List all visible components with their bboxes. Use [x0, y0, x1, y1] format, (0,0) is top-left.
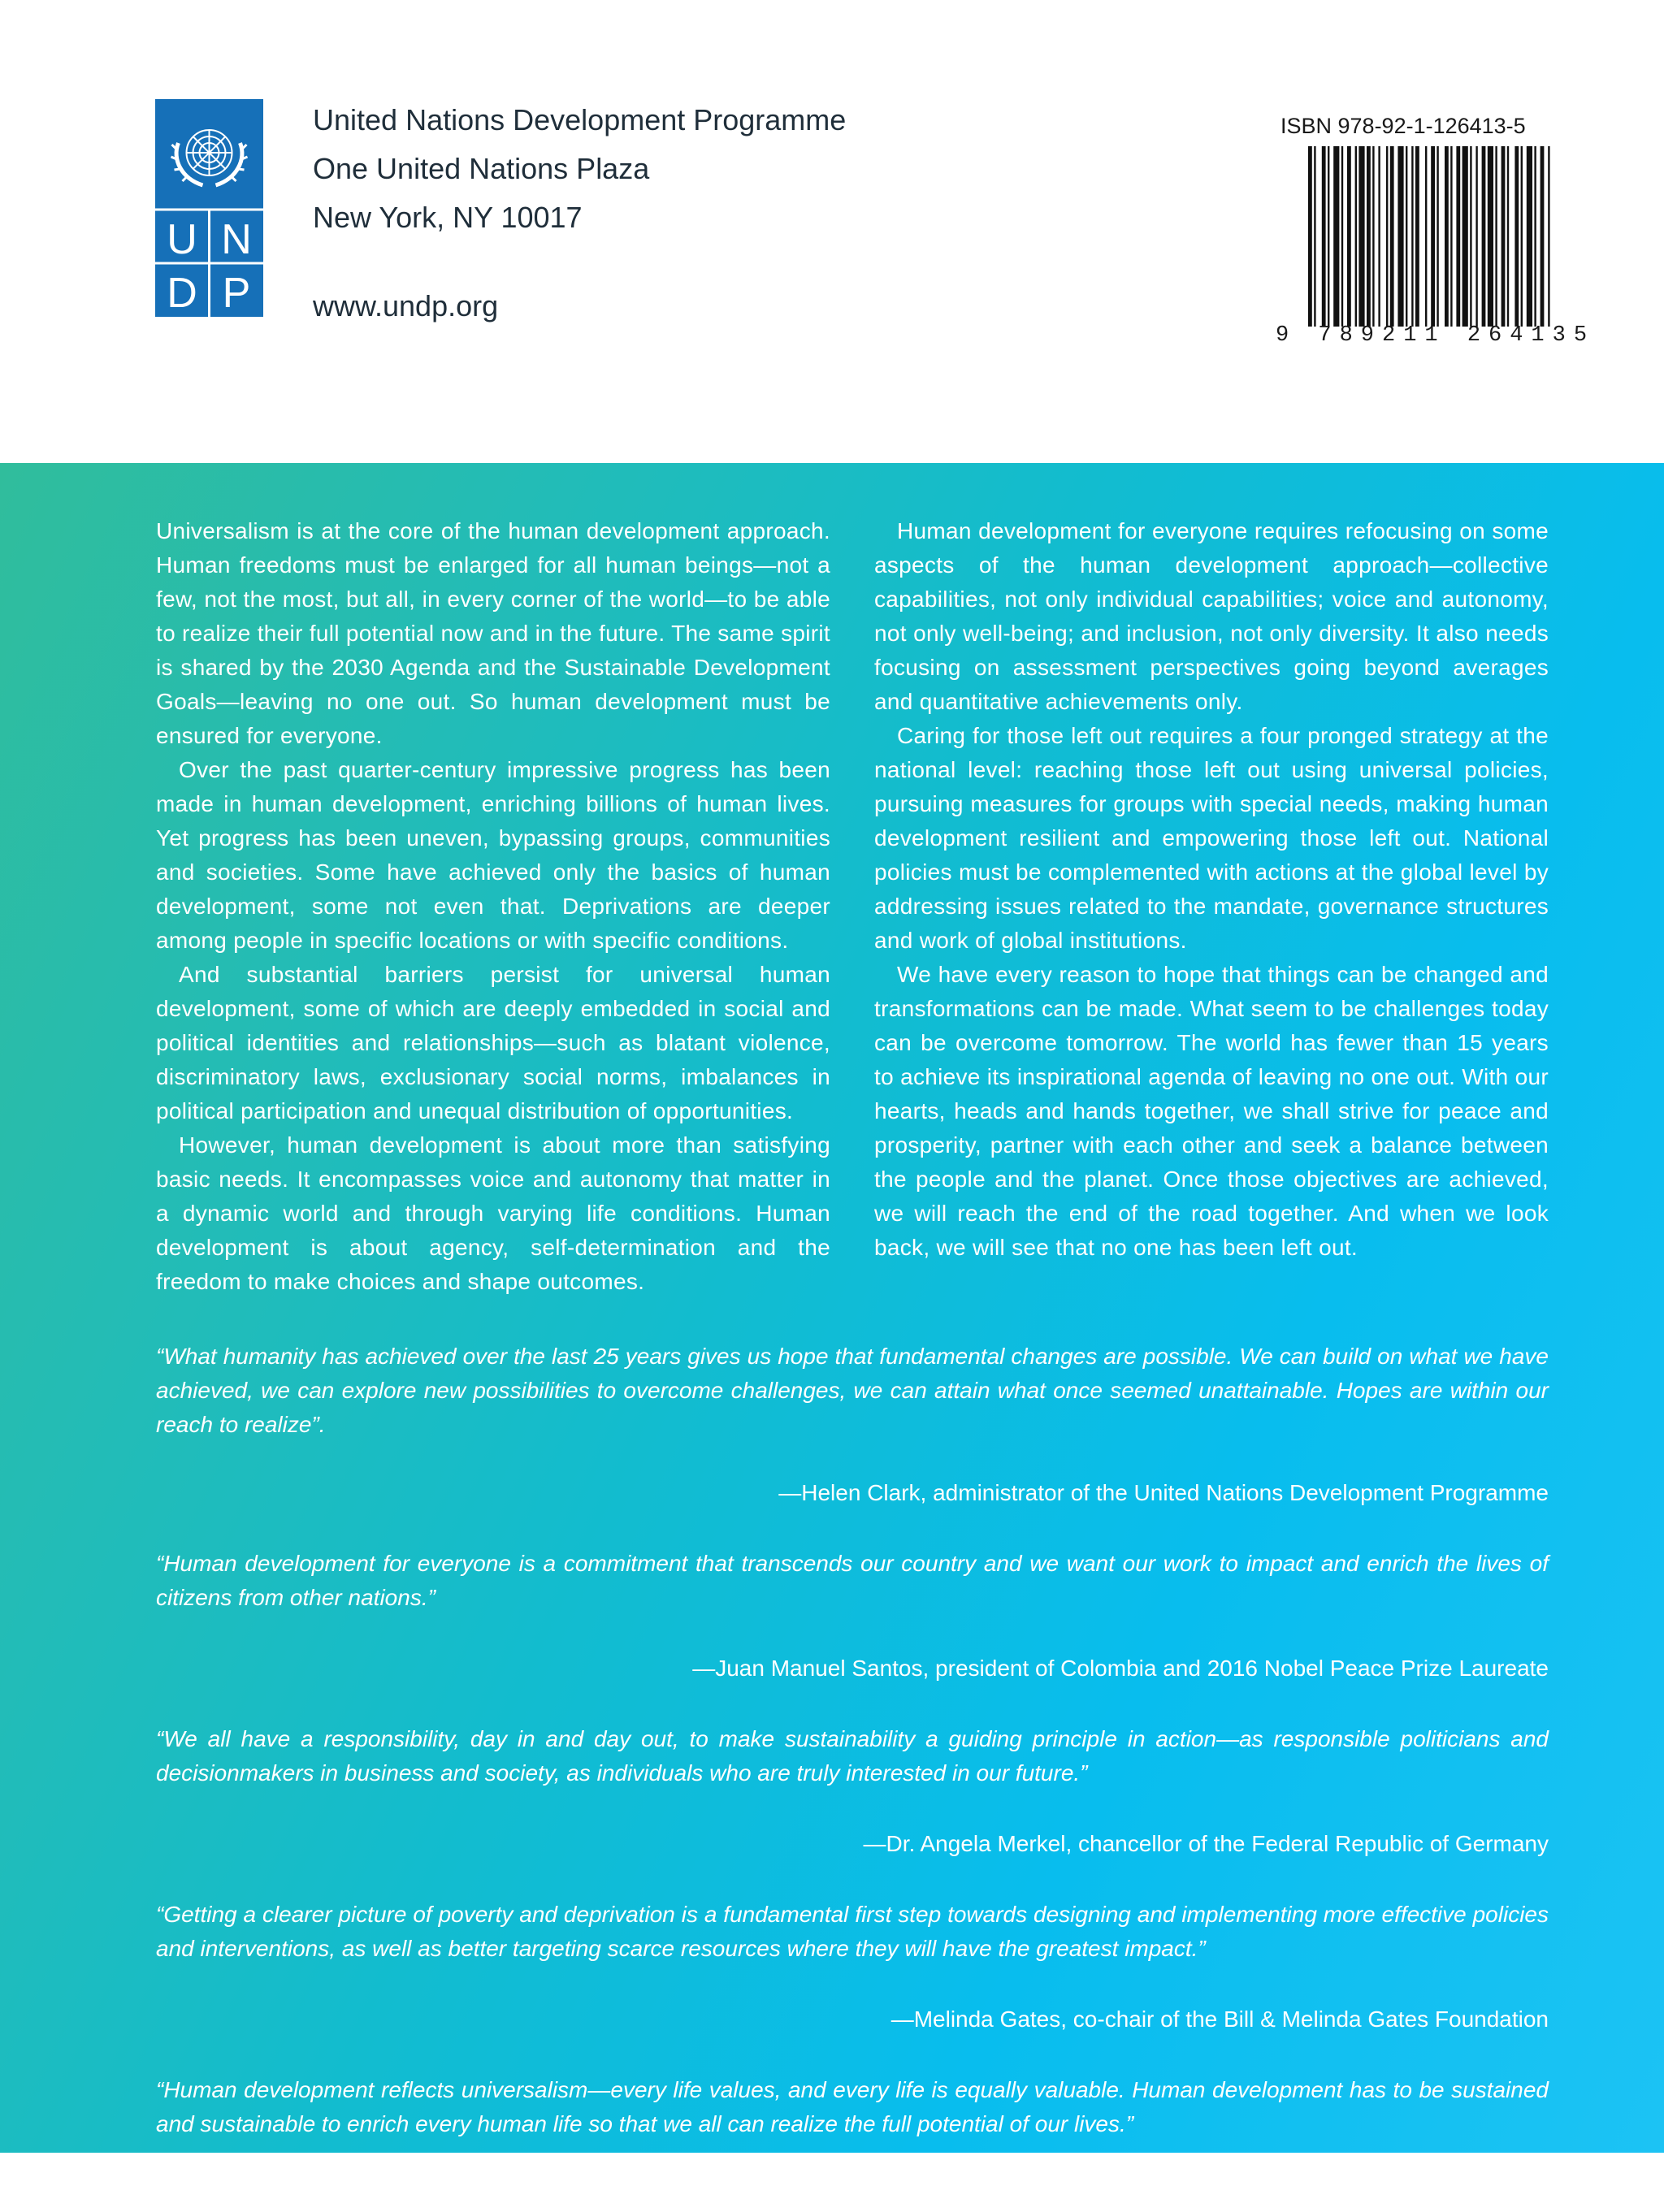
barcode-digits: 9 789211 264135: [1276, 323, 1596, 348]
barcode-bar: [1367, 146, 1371, 327]
quote-attribution: —Dr. Angela Merkel, chancellor of the Federal Republic of Germany: [863, 1831, 1549, 1856]
barcode-bar: [1398, 146, 1403, 327]
svg-text:U: U: [167, 216, 197, 263]
barcode-bar: [1372, 146, 1374, 327]
quote-attribution: —Juan Manuel Santos, president of Colombia and 2016 Nobel Peace Prize Laureate: [692, 1656, 1549, 1681]
barcode-bar: [1341, 146, 1343, 327]
svg-text:N: N: [221, 216, 252, 263]
barcode-bar: [1462, 146, 1468, 327]
barcode-bar: [1314, 146, 1315, 327]
barcode-bar: [1378, 146, 1380, 327]
barcode-bar: [1534, 146, 1536, 327]
body-paragraph: And substantial barriers persist for universal human development, some of which are deeply embedded in social and political identities and relationships—such as blatant violence, discriminatory laws, exclusionary social norms, imbalances in political participation and unequal distribution of opportunities.: [156, 962, 830, 1123]
address-line: One United Nations Plaza: [313, 152, 650, 185]
barcode-bar: [1415, 146, 1419, 327]
isbn-label: ISBN 978-92-1-126413-5: [1280, 114, 1526, 138]
body-column-right: [874, 514, 1549, 1265]
quotes-section: [156, 1340, 1549, 2212]
barcode-bar: [1548, 146, 1549, 327]
barcode-bar: [1322, 146, 1326, 327]
barcode-bar: [1411, 146, 1413, 327]
barcode-bar: [1476, 146, 1477, 327]
quote-attribution: —Helen Clark, administrator of the United Nations Development Programme: [778, 1480, 1549, 1505]
barcode-bar: [1527, 146, 1532, 327]
barcode-bar: [1482, 146, 1486, 327]
address-line: United Nations Development Programme: [313, 103, 847, 136]
barcode-bar: [1328, 146, 1329, 327]
barcode-bar: [1502, 146, 1506, 327]
body-column-left: [156, 514, 830, 1299]
barcode-bar: [1347, 146, 1351, 327]
body-paragraph: Universalism is at the core of the human development approach. Human freedoms must be enlarged for all human beings—not a few, not the most, but all, in every corner of the world—to be able to realize their full potential now and in the future. The same spirit is shared by the 2030 Agenda and the Sustainable Development Goals—leaving no one out. So human development must be ensured for everyone.: [156, 518, 830, 748]
barcode-bar: [1425, 146, 1427, 327]
undp-logo: [155, 99, 263, 317]
quote-text: “Human development for everyone is a commitment that transcends our country and we want our work to impact and enrich the lives of citizens from other nations.”: [156, 1551, 1549, 1610]
body-paragraph: However, human development is about more than satisfying basic needs. It encompasses voice and autonomy that matter in a dynamic world and through varying life conditions. Human development is about agency, self-determination and the freedom to make choices and shape outcomes.: [156, 1132, 830, 1294]
barcode-bars-icon: [1308, 146, 1552, 327]
quote-text: “What humanity has achieved over the last 25 years gives us hope that fundamental changes are possible. We can build on what we have achieved, we can explore new possibilities to overcome challenges, we can attain what once seemed unattainable. Hopes are within our reach to realize”.: [156, 1344, 1549, 1437]
body-paragraph: Caring for those left out requires a four pronged strategy at the national level: reaching those left out using universal policies, pursuing measures for groups with special needs, making human development resilient and empowering those left out. National policies must be complemented with actions at the global level by addressing issues related to the mandate, governance structures and work of global institutions.: [874, 723, 1549, 953]
barcode-bar: [1386, 146, 1388, 327]
barcode-bar: [1406, 146, 1407, 327]
barcode-bar: [1540, 146, 1545, 327]
quote-text: “We all have a responsibility, day in and day out, to make sustainability a guiding principle in action—as responsible politicians and decisionmakers in business and society, as individuals who are truly interested in our future.”: [156, 1726, 1549, 1786]
barcode-bar: [1431, 146, 1435, 327]
barcode-bar: [1488, 146, 1493, 327]
quote-text: “Human development reflects universalism—every life values, and every life is equally valuable. Human development has to be sustained and sustainable to enrich every human life so that we all can realize the full potential of our lives.”: [156, 2077, 1549, 2136]
barcode-bar: [1308, 146, 1312, 327]
website-link[interactable]: www.undp.org: [313, 289, 499, 322]
barcode-bar: [1445, 146, 1449, 327]
body-paragraph: We have every reason to hope that things can be changed and transformations can be made. What seem to be challenges today can be overcome tomorrow. The world has fewer than 15 years to achieve its inspirational agenda of leaving no one out. With our hearts, heads and hands together, we shall strive for peace and prosperity, partner with each other and seek a balance between the people and the planet. Once those objectives are achieved, we will reach the end of the road together. And when we look back, we will see that no one has been left out.: [874, 962, 1549, 1260]
quote-attribution: —Selim Jahan, lead author of the Report: [1136, 2182, 1549, 2207]
quote-attribution: —Melinda Gates, co-chair of the Bill & Melinda Gates Foundation: [890, 2006, 1549, 2032]
body-paragraph: Over the past quarter-century impressive progress has been made in human development, enriching billions of human lives. Yet progress has been uneven, bypassing groups, communities and societies. Some have achieved only the basics of human development, some not even that. Deprivations are deeper among people in specific locations or with specific conditions.: [156, 757, 830, 953]
barcode-bar: [1450, 146, 1452, 327]
address-block: [313, 96, 846, 242]
barcode-bar: [1358, 146, 1364, 327]
barcode-bar: [1333, 146, 1339, 327]
barcode-bar: [1514, 146, 1519, 327]
svg-text:D: D: [167, 270, 197, 317]
barcode-bar: [1355, 146, 1357, 327]
address-line: New York, NY 10017: [313, 201, 583, 234]
header-section: [0, 0, 1664, 463]
barcode-bar: [1390, 146, 1394, 327]
body-paragraph: Human development for everyone requires refocusing on some aspects of the human development approach—collective capabilities, not only individual capabilities; voice and autonomy, not only well-being; and inclusion, not only diversity. It also needs focusing on assessment perspectives going beyond averages and quantitative achievements only.: [874, 518, 1549, 714]
barcode-bar: [1436, 146, 1438, 327]
barcode-bar: [1456, 146, 1460, 327]
barcode-bar: [1507, 146, 1509, 327]
barcode-bar: [1470, 146, 1471, 327]
barcode-bar: [1521, 146, 1523, 327]
isbn-barcode: [1276, 146, 1596, 354]
quote-text: “Getting a clearer picture of poverty and deprivation is a fundamental first step towards designing and implementing more effective policies and interventions, as well as better targeting scarce resources where they will have the greatest impact.”: [156, 1902, 1549, 1961]
barcode-bar: [1495, 146, 1497, 327]
svg-text:P: P: [222, 270, 251, 317]
un-emblem-icon: [155, 99, 263, 317]
